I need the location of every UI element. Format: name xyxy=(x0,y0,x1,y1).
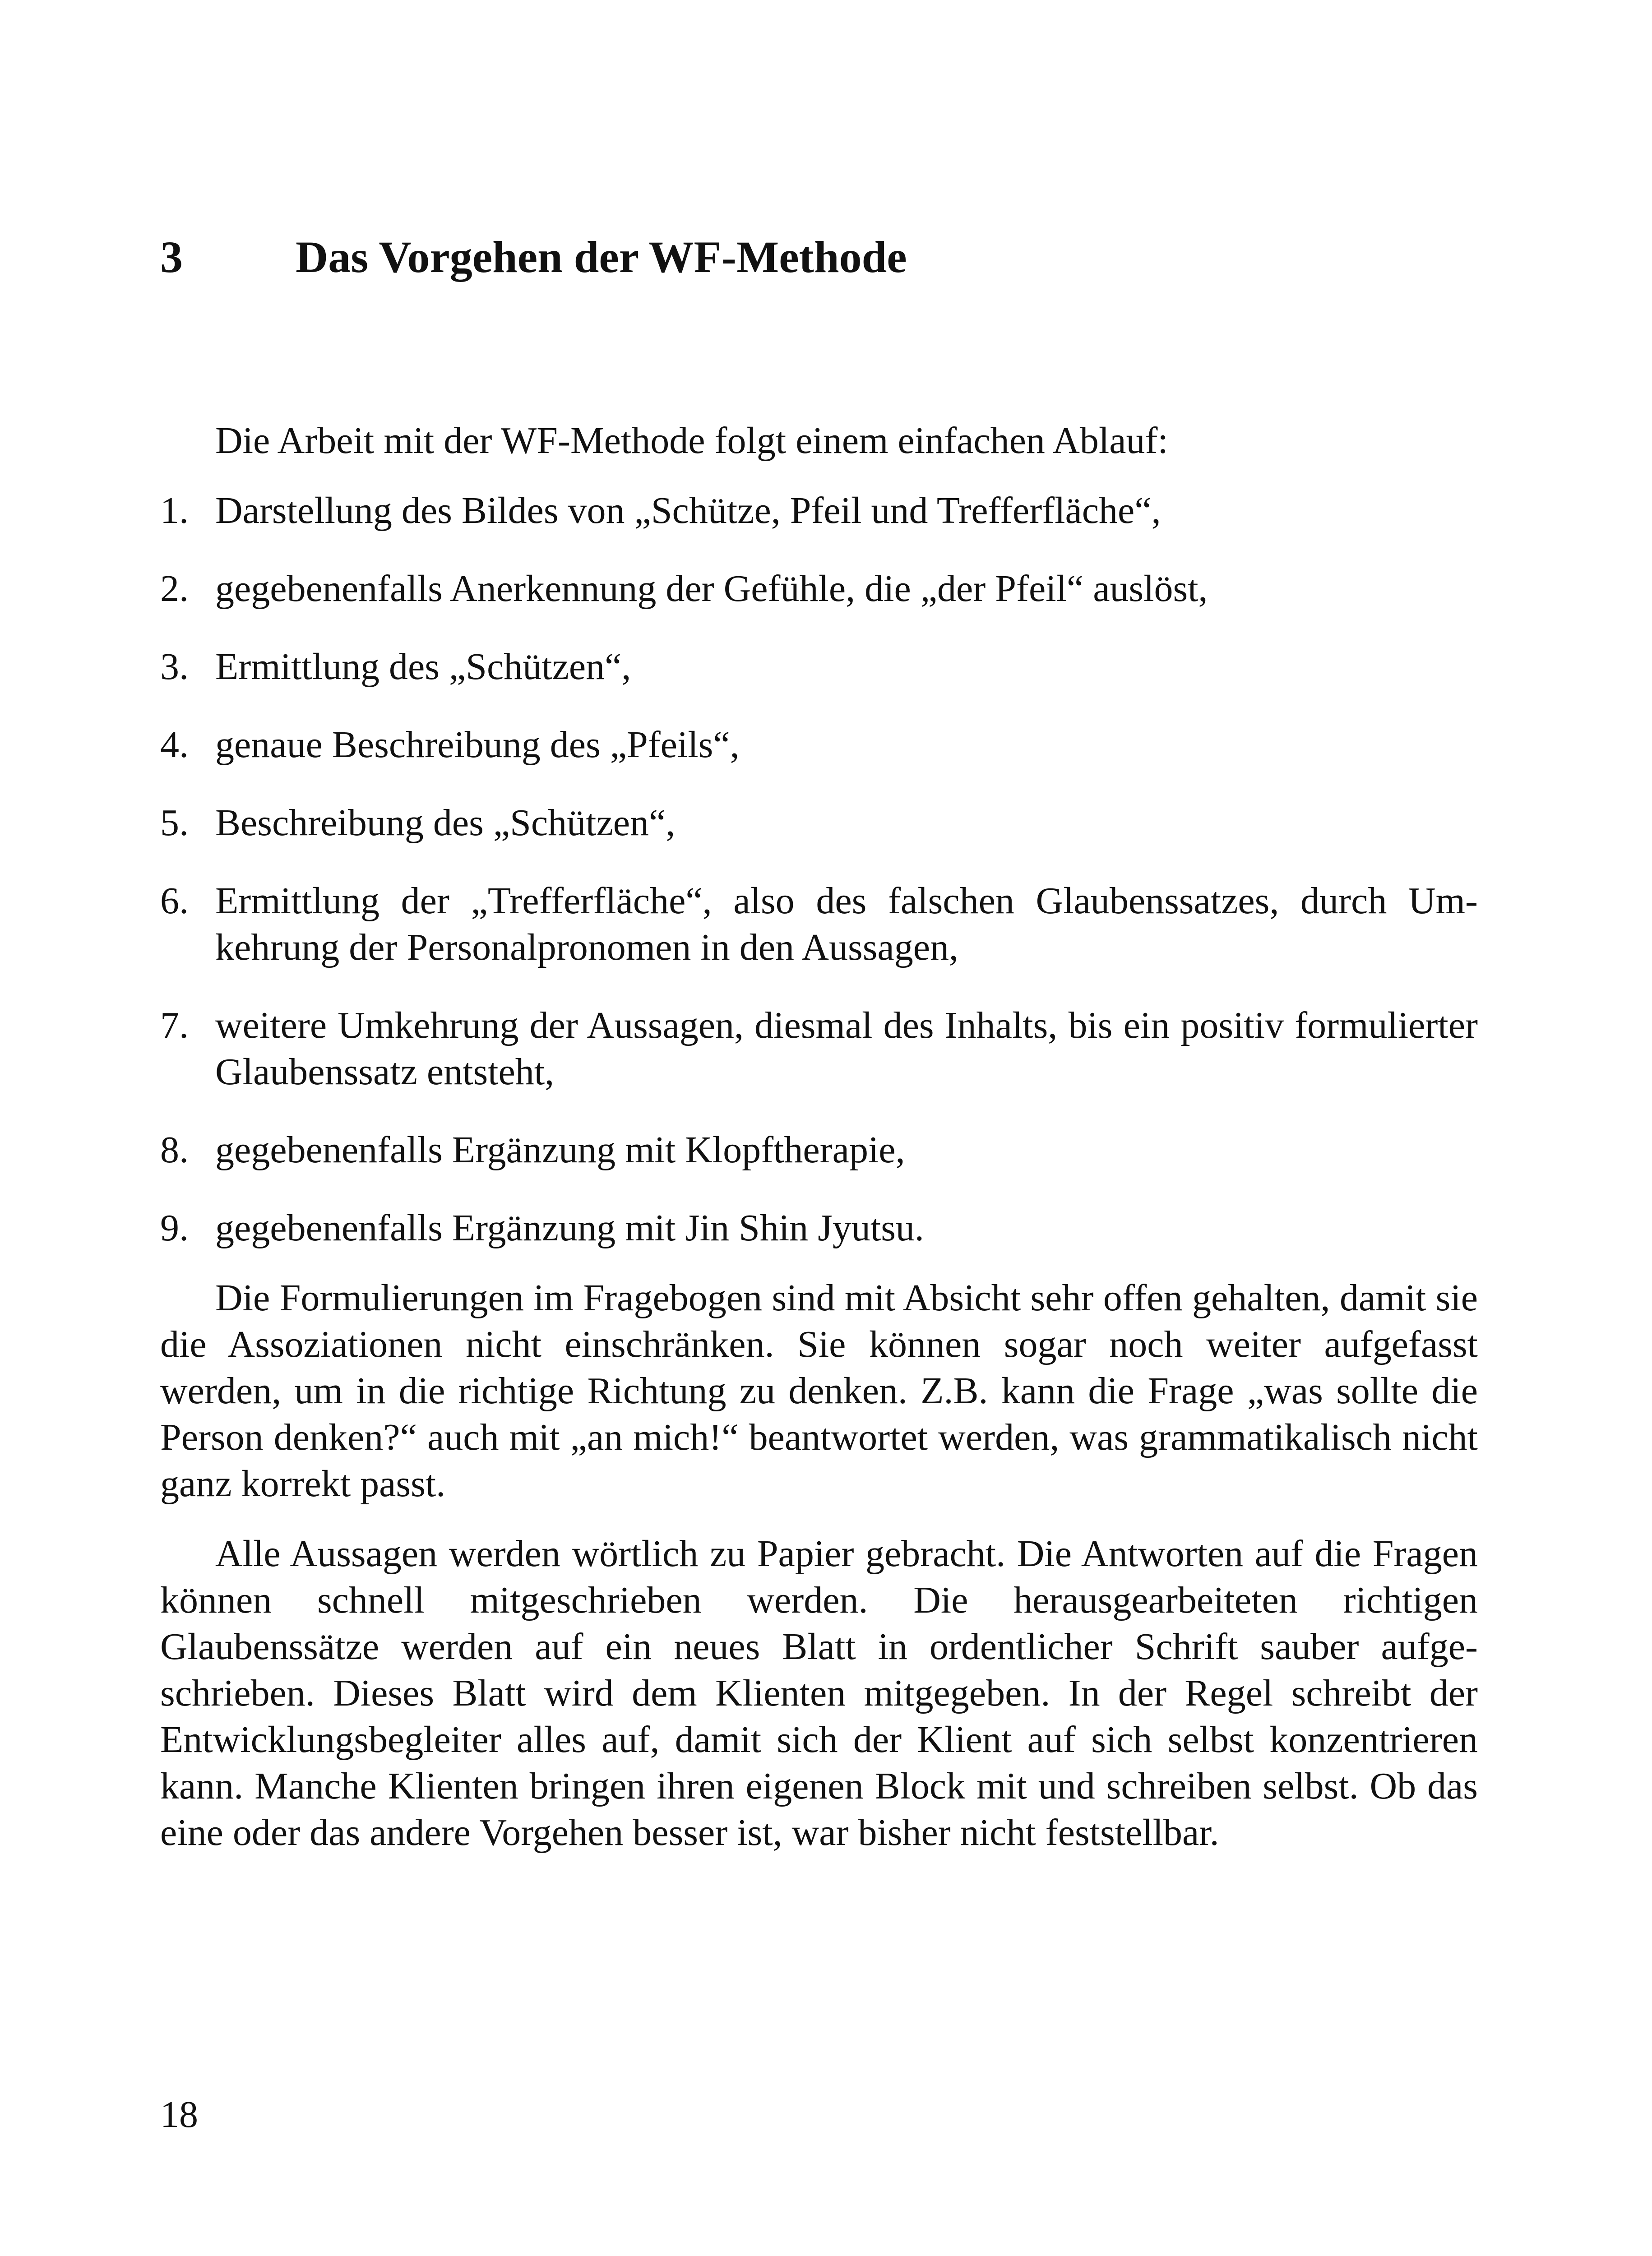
list-item xyxy=(160,1205,1478,1251)
step-text: gegebenenfalls Anerkennung der Gefühle, die „der Pfeil“ auslöst, xyxy=(215,568,1208,610)
list-item xyxy=(160,800,1478,846)
intro-paragraph: Die Arbeit mit der WF-Methode folgt einem einfachen Ablauf: xyxy=(215,420,1168,462)
step-text: Ermittlung des „Schützen“, xyxy=(215,646,631,688)
procedure-steps-list xyxy=(160,487,1478,1251)
step-number: 8. xyxy=(160,1129,189,1171)
step-text: Darstellung des Bildes von „Schütze, Pfeil und Trefferfläche“, xyxy=(215,490,1161,532)
step-text: Ermittlung der „Trefferfläche“, also des falschen Glaubenssatzes, durch Umkehrung der Personalpronomen in den Aussagen, xyxy=(215,880,1478,968)
page-number: 18 xyxy=(160,2094,198,2136)
step-number: 5. xyxy=(160,802,189,844)
list-item xyxy=(160,721,1478,768)
list-item xyxy=(160,1127,1478,1173)
step-number: 4. xyxy=(160,724,189,766)
step-number: 9. xyxy=(160,1207,189,1249)
chapter-heading xyxy=(160,232,1514,282)
step-text: gegebenenfalls Ergänzung mit Jin Shin Jyutsu. xyxy=(215,1207,924,1249)
step-text: weitere Umkehrung der Aussagen, diesmal des Inhalts, bis ein positiv formulierter Glaubenssatz entsteht, xyxy=(215,1004,1478,1093)
list-item xyxy=(160,487,1478,534)
step-number: 3. xyxy=(160,646,189,688)
body-paragraph: Die Formulierungen im Fragebogen sind mit Absicht sehr offen gehalten, damit sie die Assoziationen nicht einschränken. Sie können sogar noch weiter aufgefasst werden, um in die richtige Richtung zu denken. Z.B. kann die Frage „was sollte die Person denken?“ auch mit „an mich!“ beantwortet werden, was grammatikalisch nicht ganz korrekt passt. xyxy=(160,1277,1478,1505)
step-text: Beschreibung des „Schützen“, xyxy=(215,802,676,844)
chapter-number: 3 xyxy=(160,232,183,282)
step-number: 1. xyxy=(160,490,189,532)
body-text xyxy=(160,417,1478,1879)
list-item xyxy=(160,643,1478,690)
list-item xyxy=(160,1002,1478,1095)
step-number: 7. xyxy=(160,1004,189,1046)
list-item xyxy=(160,878,1478,971)
list-item xyxy=(160,565,1478,612)
step-number: 6. xyxy=(160,880,189,922)
body-paragraph: Alle Aussagen werden wörtlich zu Papier gebracht. Die Antworten auf die Fragen können schnell mitgeschrieben werden. Die herausgearbeiteten richtigen Glaubenssätze werden auf ein neues Blatt in ordentlicher Schrift sauber aufgeschrieben. Dieses Blatt wird dem Klienten mitgegeben. In der Regel schreibt der Entwicklungsbegleiter alles auf, damit sich der Klient auf sich selbst konzentrieren kann. Manche Klienten bringen ihren eigenen Block mit und schreiben selbst. Ob das eine oder das andere Vorgehen besser ist, war bisher nicht feststellbar. xyxy=(160,1533,1478,1854)
step-text: gegebenenfalls Ergänzung mit Klopftherapie, xyxy=(215,1129,905,1171)
step-number: 2. xyxy=(160,568,189,610)
chapter-title: Das Vorgehen der WF-Methode xyxy=(296,232,907,282)
step-text: genaue Beschreibung des „Pfeils“, xyxy=(215,724,740,766)
